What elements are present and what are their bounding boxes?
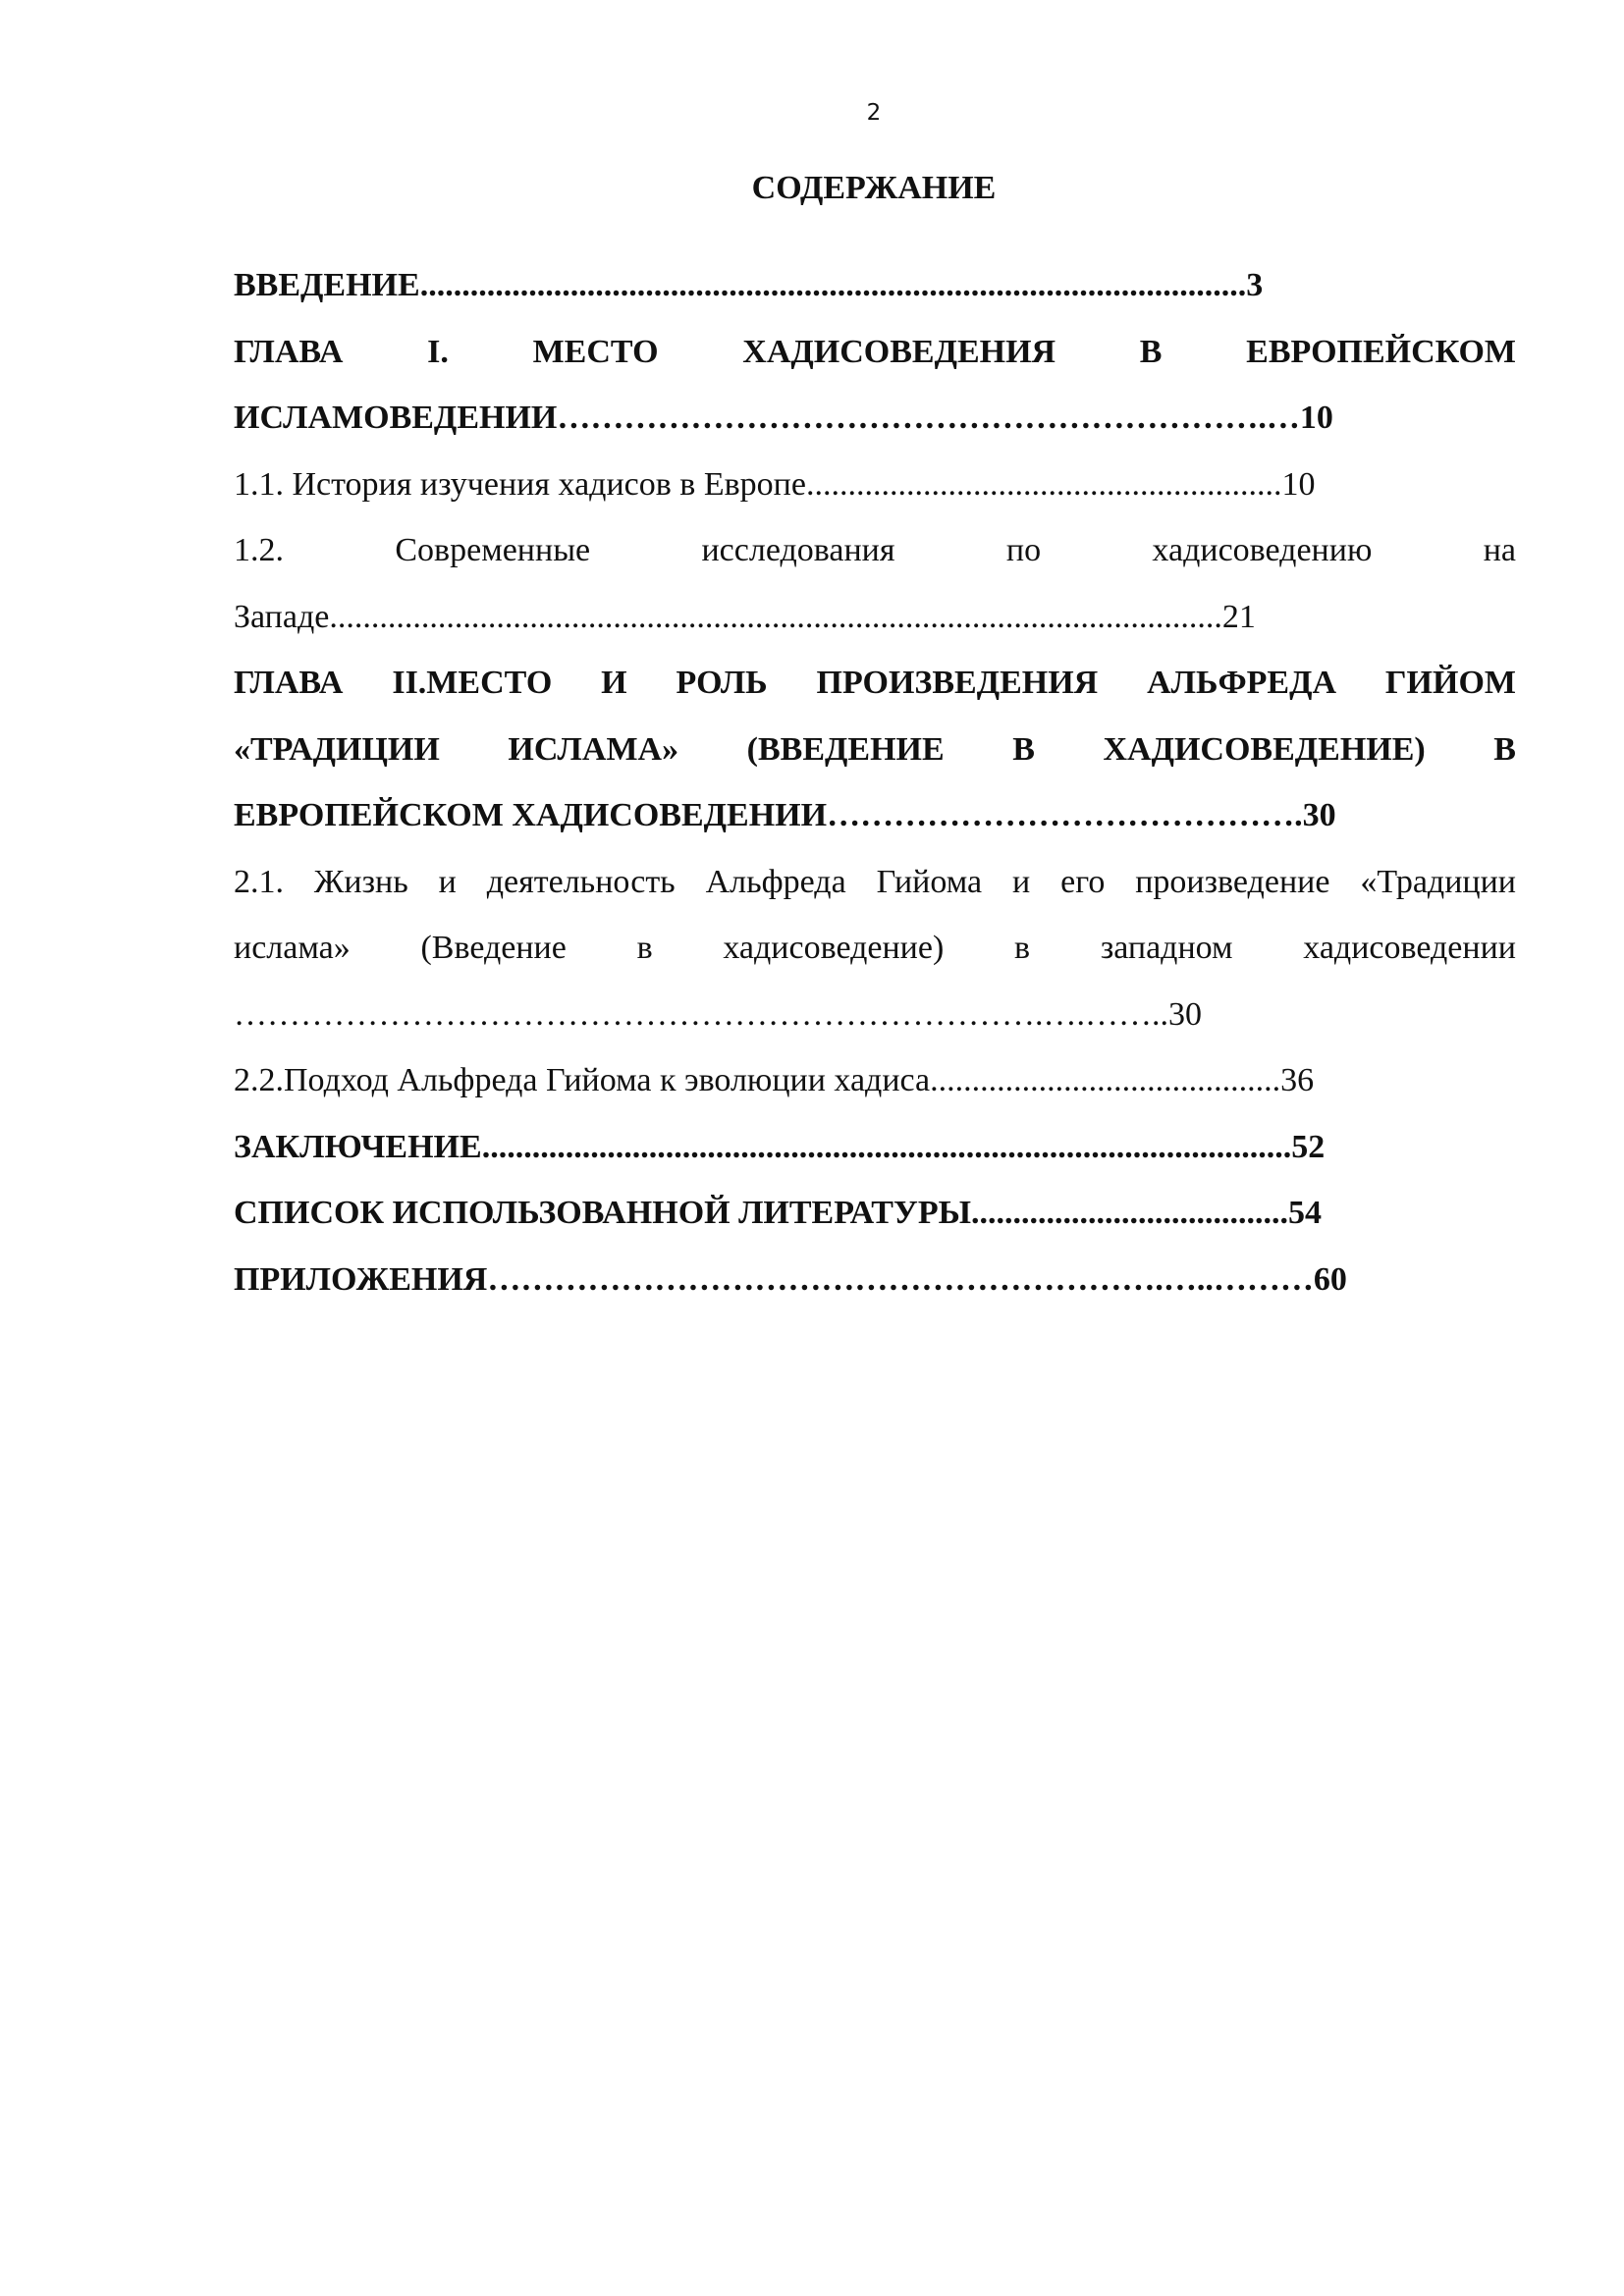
toc-page-ref: 3 — [1246, 267, 1264, 303]
toc-entry-bibliography[interactable] — [234, 1180, 1516, 1247]
toc-leader: ...................................... — [971, 1195, 1288, 1231]
toc-entry-label-line: 1.2. Современные исследования по хадисоведению на — [234, 532, 1516, 568]
toc-entry-appendices[interactable] — [234, 1247, 1516, 1313]
toc-entry-label: 2.2.Подход Альфреда Гийома к эволюции хадиса — [234, 1062, 931, 1098]
toc-page-ref: 10 — [1299, 400, 1333, 436]
toc-leader: ................................................................................................. — [481, 1128, 1292, 1165]
toc-leader: .......................................... — [930, 1062, 1281, 1098]
toc-entry-section-1-2[interactable] — [234, 517, 1516, 650]
toc-entry-label: Западе — [234, 598, 330, 635]
toc-page-ref: 21 — [1221, 598, 1256, 635]
toc-entry-label-line: 2.1. Жизнь и деятельность Альфреда Гийома и его произведение «Традиции — [234, 863, 1516, 900]
toc-leader: ......................................................... — [805, 465, 1282, 503]
toc-leader: ................................................................................................... — [419, 267, 1247, 303]
toc-leader: …………………………………………………….…..……… — [487, 1260, 1314, 1298]
toc-entry-label-line: ГЛАВА I. МЕСТО ХАДИСОВЕДЕНИЯ В ЕВРОПЕЙСКОМ — [234, 333, 1516, 370]
toc-entry-label-line: ГЛАВА II.МЕСТО И РОЛЬ ПРОИЗВЕДЕНИЯ АЛЬФРЕДА ГИЙОМ — [234, 665, 1516, 701]
toc-entry-conclusion[interactable] — [234, 1114, 1516, 1181]
toc-title: СОДЕРЖАНИЕ — [751, 170, 997, 206]
toc-entry-label: СПИСОК ИСПОЛЬЗОВАННОЙ ЛИТЕРАТУРЫ — [234, 1195, 971, 1231]
toc-entry-section-2-1[interactable] — [234, 849, 1516, 1048]
toc-page-ref: 36 — [1280, 1062, 1315, 1098]
toc-entry-section-2-2[interactable] — [234, 1047, 1516, 1114]
toc-entry-chapter-1[interactable] — [234, 319, 1516, 452]
toc-entry-label-line: «ТРАДИЦИИ ИСЛАМА» (ВВЕДЕНИЕ В ХАДИСОВЕДЕНИЕ) В — [234, 730, 1516, 768]
toc-leader: …………………………………… — [827, 797, 1295, 833]
table-of-contents — [234, 252, 1516, 1312]
toc-page-ref: 60 — [1313, 1260, 1347, 1298]
toc-entry-chapter-2[interactable] — [234, 650, 1516, 849]
page-number: 2 — [866, 100, 882, 126]
toc-page-ref: .30 — [1294, 797, 1336, 833]
toc-page-ref: 52 — [1291, 1128, 1326, 1165]
toc-page-ref: 54 — [1288, 1195, 1322, 1231]
toc-entry-label: ПРИЛОЖЕНИЯ — [234, 1260, 488, 1298]
toc-entry-label: ЗАКЛЮЧЕНИЕ — [234, 1128, 482, 1165]
toc-entry-section-1-1[interactable] — [234, 452, 1516, 518]
toc-entry-label: ЕВРОПЕЙСКОМ ХАДИСОВЕДЕНИИ — [234, 797, 828, 833]
toc-page-ref: 10 — [1281, 465, 1316, 503]
toc-entry-label: 1.1. История изучения хадисов в Европе — [234, 465, 806, 503]
toc-entry-label: ИСЛАМОВЕДЕНИИ — [234, 400, 558, 436]
toc-entry-label: ВВЕДЕНИЕ — [234, 267, 420, 303]
toc-page-ref: 30 — [1168, 995, 1202, 1033]
toc-entry-introduction[interactable] — [234, 252, 1516, 319]
toc-leader: ……………………………………………………………….….…….. — [234, 995, 1168, 1033]
toc-leader: ……………………………………………………….… — [557, 400, 1300, 436]
toc-entry-label-line: ислама» (Введение в хадисоведение) в западном хадисоведении — [234, 930, 1516, 966]
toc-leader: ........................................................................................................... — [329, 598, 1222, 635]
